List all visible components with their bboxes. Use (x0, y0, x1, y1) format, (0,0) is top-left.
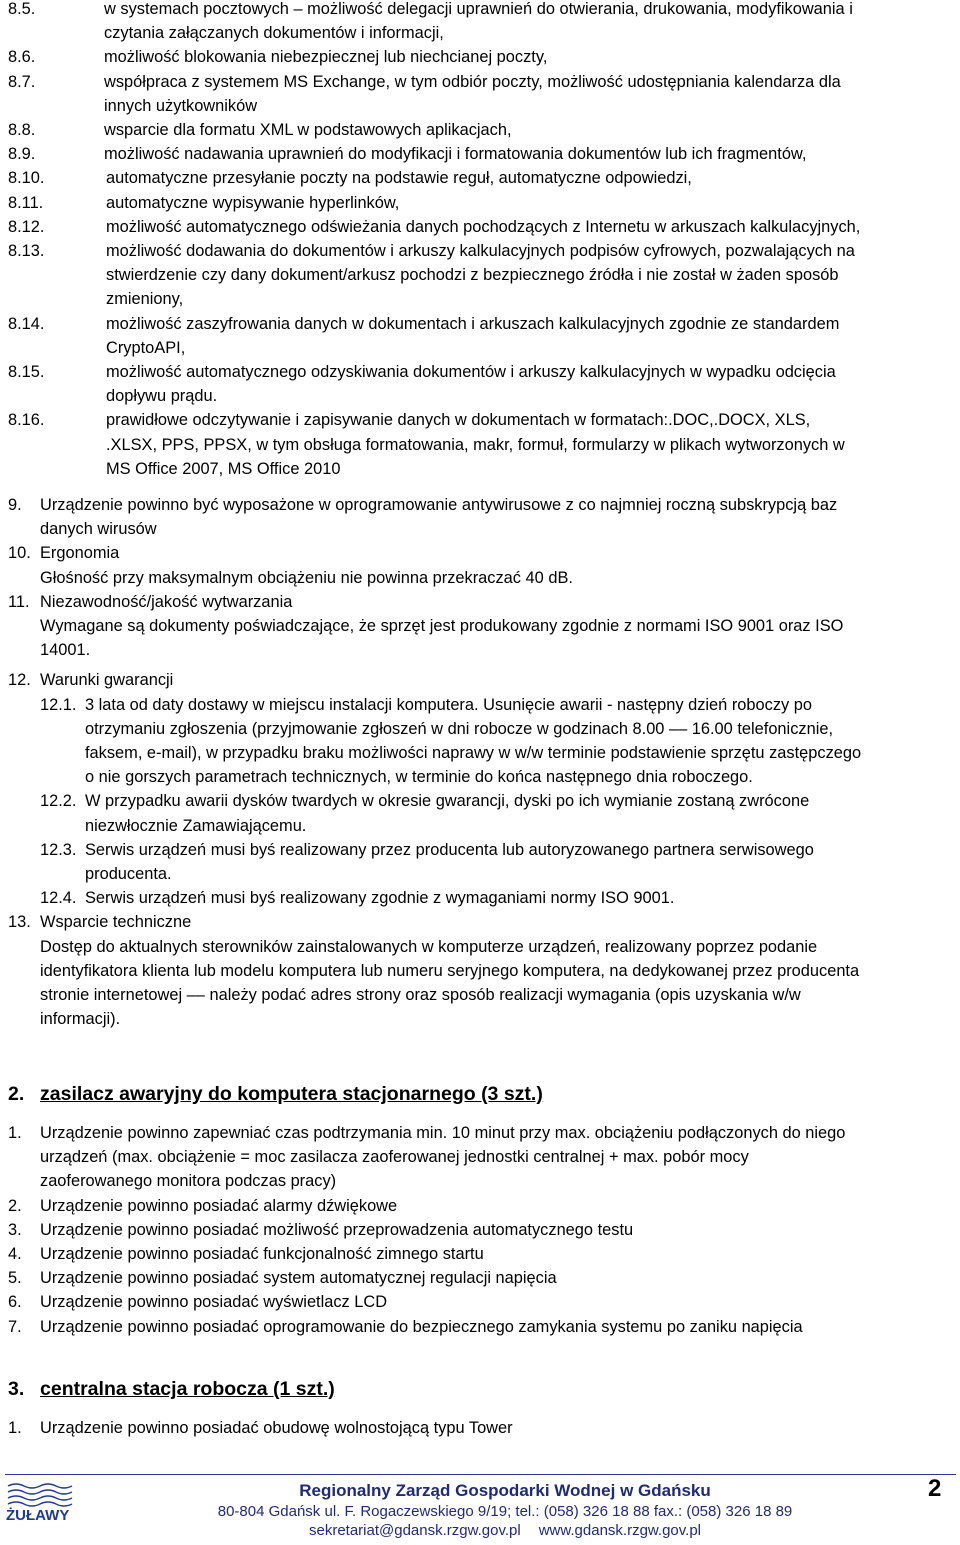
item-number: 3. (8, 1220, 22, 1239)
item-number: 2. (8, 1196, 22, 1215)
item-text-line: Urządzenie powinno posiadać wyświetlacz LCD (40, 1293, 388, 1312)
item-text-line: faksem, e-mail), w przypadku braku możliwości naprawy w w/w terminie podstawienie sprzętu zastępczego (85, 743, 862, 762)
item-text-line: Urządzenie powinno zapewniać czas podtrzymania min. 10 minut przy max. obciążeniu podłączonych do niego (40, 1124, 846, 1142)
item-text-line: Głośność przy maksymalnym obciążeniu nie powinna przekraczać 40 dB. (40, 568, 573, 587)
item-number: 12.3. (40, 840, 77, 859)
item-text-line: urządzeń (max. obciążenie = moc zasilacza zaoferowanej jednostki centralnej + max. pobór mocy (40, 1148, 749, 1167)
item-text-line: możliwość nadawania uprawnień do modyfikacji i formatowania dokumentów lub ich fragmentów, (104, 145, 807, 164)
item-text-line: prawidłowe odczytywanie i zapisywanie danych w dokumentach w formatach:.DOC,.DOCX, XLS, (106, 411, 811, 430)
item-number: 8.14. (8, 314, 45, 333)
item-text-line: Urządzenie powinno posiadać system automatycznej regulacji napięcia (40, 1269, 557, 1288)
footer-organization-name: Regionalny Zarząd Gospodarki Wodnej w Gdańsku (299, 1481, 711, 1500)
item-text-line: możliwość automatycznego odświeżania danych pochodzących z Internetu w arkuszach kalkulacyjnych, (106, 217, 861, 236)
item-text-line: producenta. (85, 864, 172, 883)
item-number: 5. (8, 1269, 22, 1288)
item-text-line: wsparcie dla formatu XML w podstawowych aplikacjach, (104, 121, 512, 139)
item-number: 8.5. (8, 0, 36, 18)
item-text-line: automatyczne przesyłanie poczty na podstawie reguł, automatyczne odpowiedzi, (106, 169, 692, 188)
item-text-line: współpraca z systemem MS Exchange, w tym odbiór poczty, możliwość udostępniania kalendarza dla (104, 72, 841, 91)
item-text-line: informacji). (40, 1010, 121, 1029)
item-number: 11. (8, 592, 30, 611)
item-text-line: w systemach pocztowych – możliwość delegacji uprawnień do otwierania, drukowania, modyfikowania i (104, 0, 853, 18)
item-text-line: Wsparcie techniczne (40, 913, 192, 932)
item-text-line: Warunki gwarancji (40, 671, 174, 690)
item-number: 8.16. (8, 411, 45, 430)
footer-address: 80-804 Gdańsk ul. F. Rogaczewskiego 9/19; tel.: (058) 326 18 88 fax.: (058) 326 18 89 (217, 1503, 793, 1520)
item-text-line: .XLSX, PPS, PPSX, w tym obsługa formatowania, makr, formuł, formularzy w plikach wytworzonych w (106, 435, 845, 454)
item-text-line: automatyczne wypisywanie hyperlinków, (106, 193, 400, 212)
item-text-line: Serwis urządzeń musi byś realizowany zgodnie z wymaganiami normy ISO 9001. (85, 889, 675, 908)
item-text-line: Urządzenie powinno posiadać oprogramowanie do bezpiecznego zamykania systemu po zaniku napięcia (40, 1317, 803, 1336)
item-number: 7. (8, 1317, 22, 1336)
item-number: 8.9. (8, 145, 36, 164)
item-text-line: dopływu prądu. (106, 387, 218, 406)
item-text-line: Dostęp do aktualnych sterowników zainstalowanych w komputerze urządzeń, realizowany poprzez podanie (40, 937, 818, 956)
item-text-line: CryptoAPI, (106, 338, 186, 357)
item-text-line: Urządzenie powinno posiadać możliwość przeprowadzenia automatycznego testu (40, 1220, 634, 1239)
item-text-line: możliwość zaszyfrowania danych w dokumentach i arkuszach kalkulacyjnych zgodnie ze standardem (106, 314, 840, 333)
item-number: 8.6. (8, 48, 36, 67)
item-text-line: możliwość dodawania do dokumentów i arkuszy kalkulacyjnych podpisów cyfrowych, pozwalających na (106, 242, 855, 260)
item-text-line: zaoferowanego monitora podczas pracy) (40, 1172, 337, 1191)
item-number: 12.2. (40, 792, 77, 811)
item-number: 4. (8, 1245, 22, 1263)
item-text-line: Urządzenie powinno być wyposażone w oprogramowanie antywirusowe z co najmniej roczną subskrypcją baz (40, 496, 838, 514)
item-text-line: stronie internetowej –– należy podać adres strony oraz sposób realizacji wymagania (opis uzyskania w/w (40, 985, 801, 1004)
section-number: 3. (8, 1378, 25, 1400)
item-number: 8.7. (8, 72, 36, 91)
item-text-line: Urządzenie powinno posiadać alarmy dźwiękowe (40, 1196, 398, 1215)
item-text-line: możliwość blokowania niebezpiecznej lub niechcianej poczty, (104, 48, 548, 67)
item-text-line: czytania załączanych dokumentów i informacji, (104, 24, 444, 43)
item-number: 6. (8, 1293, 22, 1312)
item-text-line: Ergonomia (40, 544, 120, 563)
item-text-line: niezwłocznie Zamawiającemu. (85, 816, 307, 835)
item-number: 8.13. (8, 242, 45, 260)
item-text-line: MS Office 2007, MS Office 2010 (106, 459, 341, 478)
footer-email[interactable]: sekretariat@gdansk.rzgw.gov.pl (308, 1522, 521, 1539)
item-text-line: możliwość automatycznego odzyskiwania dokumentów i arkuszy kalkulacyjnych w wypadku odcięcia (106, 363, 836, 381)
section-number: 2. (8, 1083, 25, 1105)
item-text-line: Niezawodność/jakość wytwarzania (40, 592, 293, 611)
item-text-line: o nie gorszych parametrach technicznych, w terminie do końca następnego dnia roboczego. (85, 768, 753, 787)
item-number: 8.12. (8, 217, 45, 236)
item-text-line: Urządzenie powinno posiadać funkcjonalność zimnego startu (40, 1245, 484, 1263)
item-number: 12. (8, 671, 31, 690)
item-text-line: innych użytkowników (104, 96, 258, 115)
item-text-line: danych wirusów (40, 520, 157, 539)
item-number: 8.10. (8, 169, 45, 188)
section-title: centralna stacja robocza (1 szt.) (40, 1378, 335, 1400)
item-number: 12.4. (40, 889, 77, 908)
item-number: 12.1. (40, 695, 77, 714)
section-title: zasilacz awaryjny do komputera stacjonarnego (3 szt.) (40, 1083, 543, 1105)
item-number: 13. (8, 913, 31, 932)
footer-website[interactable]: www.gdansk.rzgw.gov.pl (538, 1522, 702, 1539)
item-text-line: Urządzenie powinno posiadać obudowę wolnostojącą typu Tower (40, 1419, 513, 1437)
item-text-line: Serwis urządzeń musi byś realizowany przez producenta lub autoryzowanego partnera serwisowego (85, 840, 814, 859)
item-text-line: identyfikatora klienta lub modelu komputera lub numeru seryjnego komputera, na dedykowanej przez producenta (40, 961, 860, 980)
page-number: 2 (928, 1475, 942, 1502)
item-number: 8.8. (8, 121, 36, 139)
item-text-line: zmieniony, (106, 290, 184, 309)
item-number: 10. (8, 544, 31, 563)
item-text-line: otrzymaniu zgłoszenia (przyjmowanie zgłoszeń w dni robocze w godzinach 8.00 –– 16.00 telefonicznie, (85, 719, 834, 738)
item-number: 8.15. (8, 363, 45, 381)
item-number: 9. (8, 496, 22, 514)
item-text-line: stwierdzenie czy dany dokument/arkusz pochodzi z bezpiecznego źródła i nie został w żaden sposób (106, 266, 839, 285)
footer-divider (5, 1474, 956, 1475)
footer-contact (115, 1521, 895, 1541)
item-text-line: W przypadku awarii dysków twardych w okresie gwarancji, dyski po ich wymianie zostaną zwrócone (85, 792, 810, 811)
item-text-line: 14001. (40, 641, 91, 660)
item-number: 1. (8, 1419, 22, 1437)
item-number: 8.11. (8, 193, 44, 212)
zulawy-logo (4, 1478, 80, 1538)
logo-text: ŻUŁAWY (6, 1507, 70, 1524)
item-number: 1. (8, 1124, 22, 1142)
item-text-line: 3 lata od daty dostawy w miejscu instalacji komputera. Usunięcie awarii - następny dzień roboczy po (85, 695, 813, 714)
item-text-line: Wymagane są dokumenty poświadczające, że sprzęt jest produkowany zgodnie z normami ISO 9001 oraz ISO (40, 616, 844, 635)
